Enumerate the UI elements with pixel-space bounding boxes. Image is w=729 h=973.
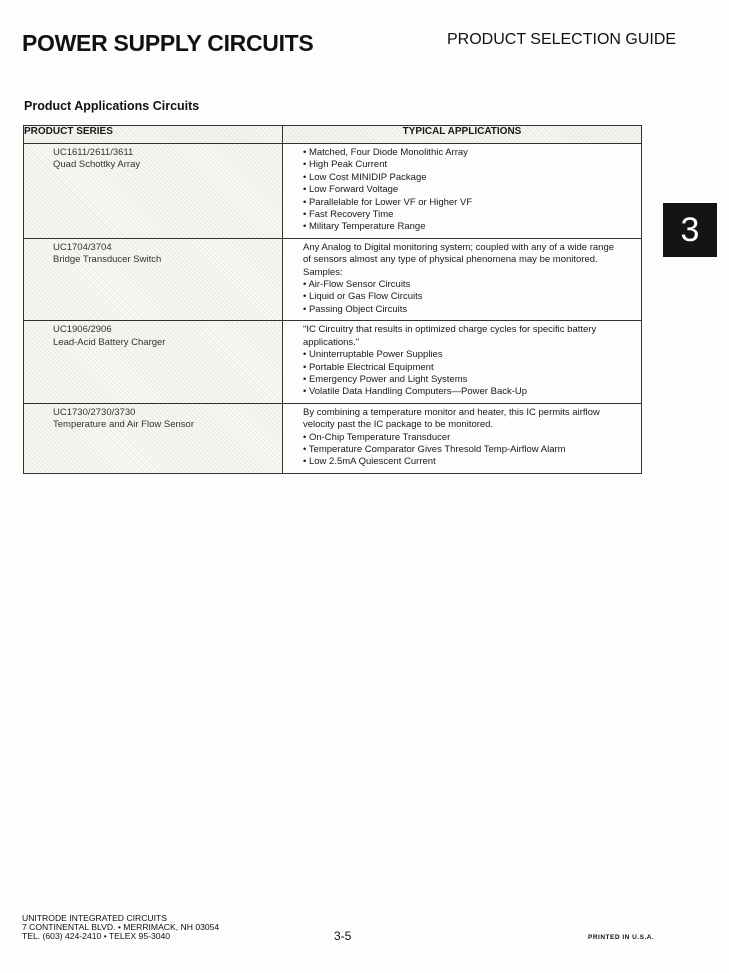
guide-title: PRODUCT SELECTION GUIDE (447, 31, 677, 48)
product-series-cell (24, 144, 283, 239)
column-header-typical-applications: TYPICAL APPLICATIONS (283, 126, 642, 144)
application-line: velocity past the IC package to be monitored. (303, 419, 494, 431)
product-description: Quad Schottky Array (53, 159, 141, 171)
product-part-number: UC1704/3704 (53, 241, 112, 253)
application-line: • Volatile Data Handling Computers—Power Back-Up (303, 386, 528, 398)
application-line: • Portable Electrical Equipment (303, 361, 434, 373)
product-series-cell (24, 403, 283, 473)
application-line: of sensors almost any type of physical phenomena may be monitored. (303, 254, 598, 266)
applications-cell (283, 238, 642, 320)
page-title: POWER SUPPLY CIRCUITS (22, 30, 314, 56)
product-part-number: UC1730/2730/3730 (53, 406, 136, 418)
application-line: • Fast Recovery Time (303, 209, 394, 221)
application-line: • Passing Object Circuits (303, 303, 408, 315)
application-line: • Uninterruptable Power Supplies (303, 349, 443, 361)
applications-cell (283, 403, 642, 473)
application-line: • High Peak Current (303, 159, 388, 171)
application-line: Samples: (303, 266, 343, 278)
product-series-cell (24, 321, 283, 403)
application-line: By combining a temperature monitor and heater, this IC permits airflow (303, 406, 600, 418)
product-part-number: UC1906/2906 (53, 324, 112, 336)
product-description: Lead-Acid Battery Charger (53, 336, 166, 348)
column-header-product-series: PRODUCT SERIES (24, 126, 283, 144)
application-line: • Emergency Power and Light Systems (303, 373, 468, 385)
footer-company-address (22, 914, 219, 942)
applications-cell (283, 321, 642, 403)
application-line: • Parallelable for Lower VF or Higher VF (303, 196, 473, 208)
application-line: • Temperature Comparator Gives Thresold Temp-Airflow Alarm (303, 443, 566, 455)
application-line: • Low 2.5mA Quiescent Current (303, 456, 436, 468)
footer-street-address: 7 CONTINENTAL BLVD. • MERRIMACK, NH 03054 (22, 922, 220, 933)
application-line: Any Analog to Digital monitoring system; coupled with any of a wide range (303, 241, 615, 253)
table-header-row (24, 126, 642, 144)
product-description: Temperature and Air Flow Sensor (53, 419, 194, 431)
application-line: • Low Cost MINIDIP Package (303, 171, 427, 183)
application-line: "IC Circuitry that results in optimized charge cycles for specific battery (303, 324, 597, 336)
table-row (24, 321, 642, 403)
application-line: • On-Chip Temperature Transducer (303, 431, 451, 443)
application-line: applications." (303, 336, 360, 348)
table-row (24, 238, 642, 320)
footer-company-name: UNITRODE INTEGRATED CIRCUITS (22, 913, 167, 923)
application-line: • Matched, Four Diode Monolithic Array (303, 147, 468, 158)
application-line: • Military Temperature Range (303, 221, 426, 233)
applications-cell (283, 144, 642, 239)
application-line: • Liquid or Gas Flow Circuits (303, 291, 423, 303)
product-part-number: UC1611/2611/3611 (53, 147, 134, 158)
application-line: • Low Forward Voltage (303, 184, 399, 196)
product-series-cell (24, 238, 283, 320)
chapter-tab: 3 (663, 203, 717, 257)
table-row (24, 144, 642, 239)
applications-table (23, 125, 642, 474)
section-title: Product Applications Circuits (24, 99, 200, 113)
footer-phone-telex: TEL. (603) 424-2410 • TELEX 95-3040 (22, 931, 171, 942)
page-number: 3-5 (334, 929, 352, 943)
table-row (24, 403, 642, 473)
printed-in-usa: PRINTED IN U.S.A. (588, 934, 655, 941)
product-description: Bridge Transducer Switch (53, 254, 162, 266)
application-line: • Air-Flow Sensor Circuits (303, 279, 411, 291)
